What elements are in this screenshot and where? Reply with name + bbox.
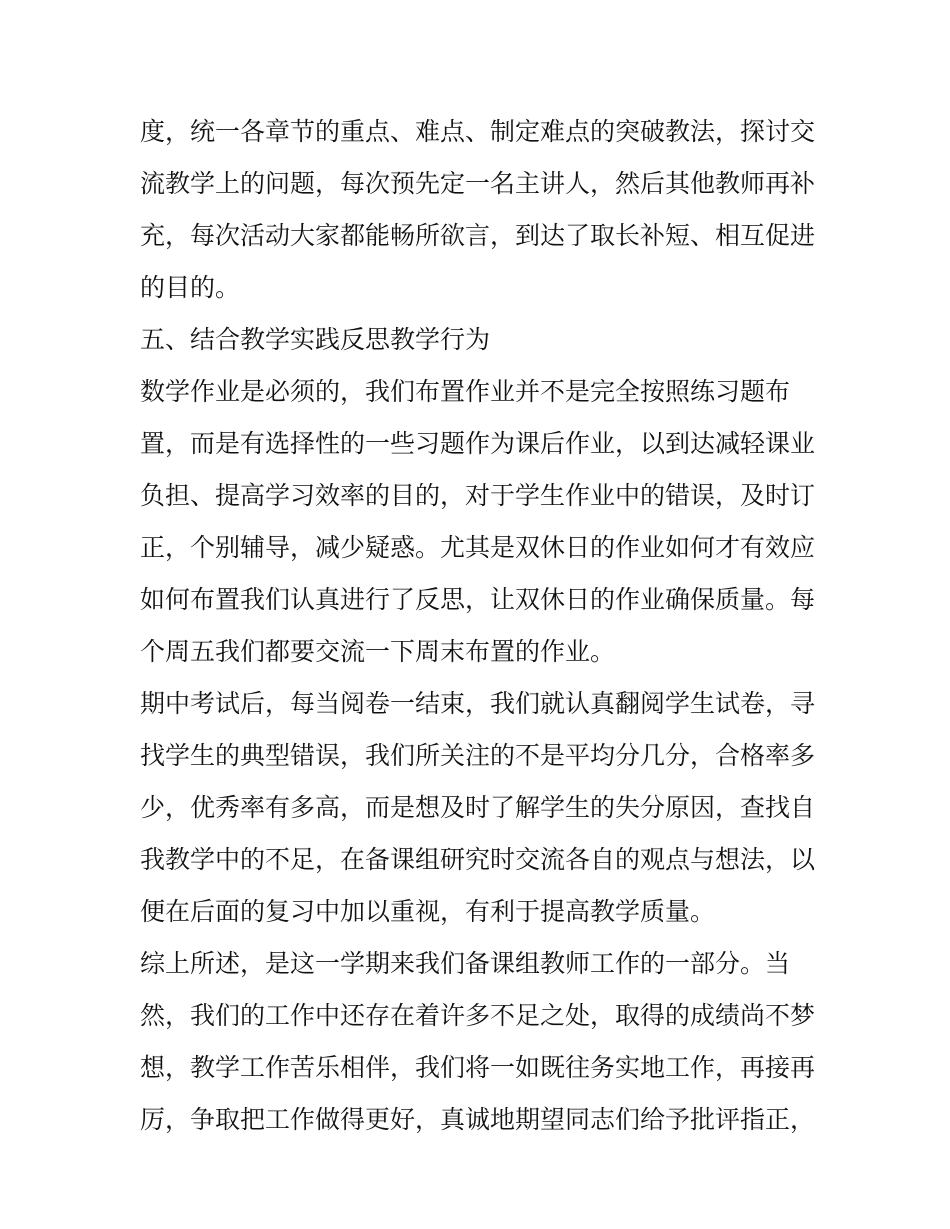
text-line: 流教学上的问题，每次预先定一名主讲人，然后其他教师再补	[140, 169, 816, 198]
text-line: 负担、提高学习效率的目的，对于学生作业中的错误，及时订	[140, 481, 816, 510]
text-line: 厉，争取把工作做得更好，真诚地期望同志们给予批评指正，	[140, 1105, 816, 1134]
text-line: 的目的。	[140, 273, 241, 302]
section-heading: 五、结合教学实践反思教学行为	[140, 325, 491, 354]
text-line: 少，优秀率有多高，而是想及时了解学生的失分原因，查找自	[140, 793, 816, 822]
text-line: 便在后面的复习中加以重视，有利于提高教学质量。	[140, 897, 716, 926]
text-line: 数学作业是必须的，我们布置作业并不是完全按照练习题布	[140, 377, 791, 406]
text-line: 想，教学工作苦乐相伴，我们将一如既往务实地工作，再接再	[140, 1053, 816, 1082]
text-line: 置，而是有选择性的一些习题作为课后作业，以到达减轻课业	[140, 429, 816, 458]
text-line: 找学生的典型错误，我们所关注的不是平均分几分，合格率多	[140, 741, 816, 770]
text-line: 综上所述，是这一学期来我们备课组教师工作的一部分。当	[140, 949, 791, 978]
text-line: 正，个别辅导，减少疑惑。尤其是双休日的作业如何才有效应	[140, 533, 816, 562]
text-line: 个周五我们都要交流一下周末布置的作业。	[140, 637, 616, 666]
text-line: 我教学中的不足，在备课组研究时交流各自的观点与想法，以	[140, 845, 816, 874]
text-line: 如何布置我们认真进行了反思，让双休日的作业确保质量。每	[140, 585, 816, 614]
text-line: 然，我们的工作中还存在着许多不足之处，取得的成绩尚不梦	[140, 1001, 816, 1030]
text-line: 期中考试后，每当阅卷一结束，我们就认真翻阅学生试卷，寻	[140, 689, 816, 718]
text-line: 充，每次活动大家都能畅所欲言，到达了取长补短、相互促进	[140, 221, 816, 250]
text-line: 度，统一各章节的重点、难点、制定难点的突破教法，探讨交	[140, 117, 816, 146]
document-body	[140, 106, 820, 1146]
